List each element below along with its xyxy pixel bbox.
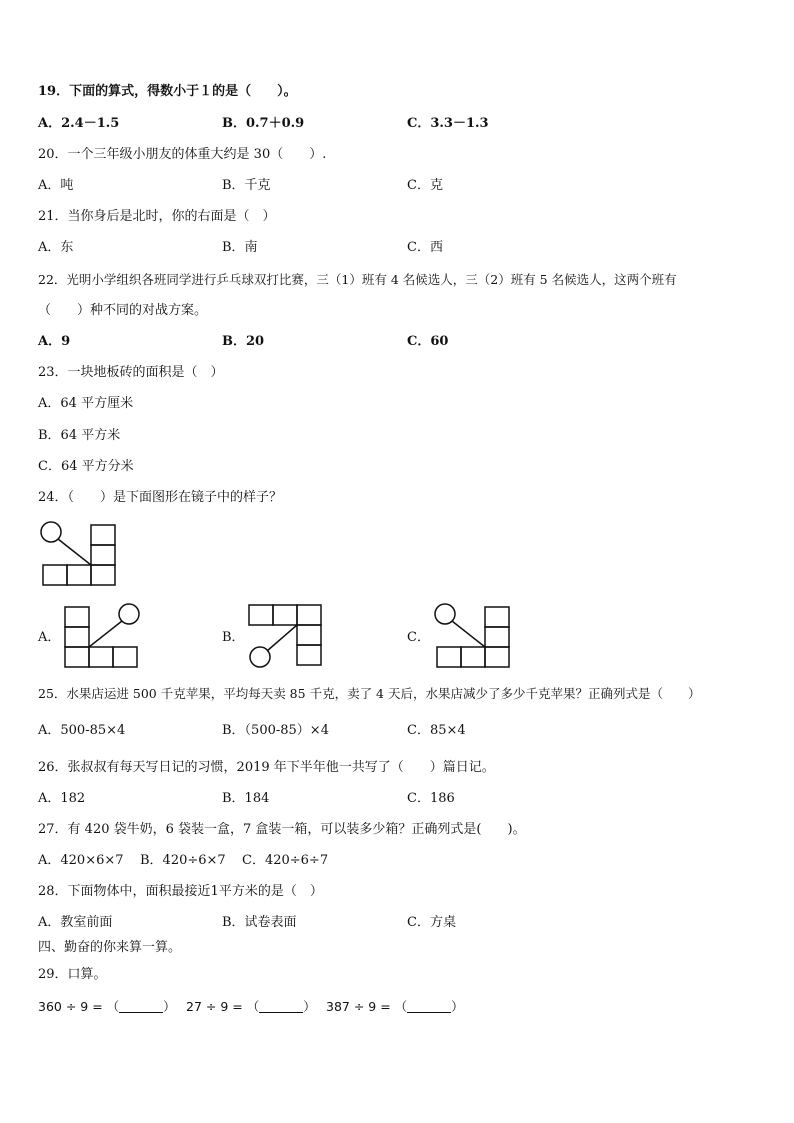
question-21-option-c[interactable]: C．西 xyxy=(407,240,443,255)
question-25-option-c[interactable]: C．85×4 xyxy=(407,723,466,738)
mental-calc-1-expression: 360 ÷ 9 = （ xyxy=(38,999,120,1014)
question-19-option-c[interactable]: C．3.3－1.3 xyxy=(407,116,489,131)
question-28-option-c[interactable]: C．方桌 xyxy=(407,915,456,930)
question-24-option-b-label[interactable]: B． xyxy=(222,630,245,645)
option-c-figure[interactable] xyxy=(426,600,516,668)
mental-calc-3-answer-blank[interactable] xyxy=(407,1000,451,1013)
mental-calc-3-close: ） xyxy=(451,999,464,1014)
question-25-option-a[interactable]: A．500-85×4 xyxy=(38,723,126,738)
mental-calc-2-expression: 27 ÷ 9 = （ xyxy=(186,999,260,1014)
question-27-option-a[interactable]: A．420×6×7 xyxy=(38,853,124,868)
mental-calc-2-close: ） xyxy=(303,999,316,1014)
question-27-option-b[interactable]: B．420÷6×7 xyxy=(140,853,226,868)
question-22-stem-line1: 22．光明小学组织各班同学进行乒乓球双打比赛，三（1）班有 4 名候选人，三（2）班有 5 名候选人，这两个班有 xyxy=(38,272,677,287)
question-25-option-b[interactable]: B．（500-85）×4 xyxy=(222,723,329,738)
mental-calc-3 xyxy=(326,999,464,1015)
option-a-figure[interactable] xyxy=(58,600,146,668)
question-26-option-b[interactable]: B．184 xyxy=(222,791,270,806)
question-20-option-c[interactable]: C．克 xyxy=(407,178,443,193)
question-29-stem: 29．口算。 xyxy=(38,967,107,982)
question-23-stem: 23．一块地板砖的面积是（ ） xyxy=(38,365,224,380)
mental-calc-3-expression: 387 ÷ 9 = （ xyxy=(326,999,408,1014)
question-19-option-b[interactable]: B．0.7＋0.9 xyxy=(222,116,305,131)
question-20-stem: 20．一个三年级小朋友的体重大约是 30（ ）. xyxy=(38,147,327,162)
question-19-stem: 19．下面的算式，得数小于１的是（ ）。 xyxy=(38,84,297,99)
question-26-stem: 26．张叔叔有每天写日记的习惯，2019 年下半年他一共写了（ ）篇日记。 xyxy=(38,760,495,775)
question-27-stem: 27．有 420 袋牛奶，6 袋装一盒，7 盒装一箱，可以装多少箱？正确列式是( )。 xyxy=(38,822,526,837)
question-24-stem: 24．（ ）是下面图形在镜子中的样子？ xyxy=(38,490,283,505)
section-4-heading: 四、勤奋的你来算一算。 xyxy=(38,940,182,955)
question-22-option-b[interactable]: B．20 xyxy=(222,334,265,349)
question-23-option-a[interactable]: A．64 平方厘米 xyxy=(38,396,134,411)
question-27-option-c[interactable]: C．420÷6÷7 xyxy=(242,853,329,868)
question-19-option-a[interactable]: A．2.4－1.5 xyxy=(38,116,120,131)
question-25-stem: 25．水果店运进 500 千克苹果，平均每天卖 85 千克，卖了 4 天后，水果店减少了多少千克苹果？正确列式是（ ） xyxy=(38,686,701,701)
mental-calc-1-close: ） xyxy=(163,999,176,1014)
question-22-option-a[interactable]: A．9 xyxy=(38,334,71,349)
original-figure xyxy=(36,518,122,586)
question-26-option-a[interactable]: A．182 xyxy=(38,791,86,806)
question-23-option-c[interactable]: C．64 平方分米 xyxy=(38,459,134,474)
question-21-stem: 21．当你身后是北时，你的右面是（ ） xyxy=(38,209,276,224)
question-21-option-a[interactable]: A．东 xyxy=(38,240,74,255)
question-24-option-a-label[interactable]: A． xyxy=(38,630,61,645)
question-20-option-a[interactable]: A．吨 xyxy=(38,178,74,193)
question-20-option-b[interactable]: B．千克 xyxy=(222,178,271,193)
option-b-figure[interactable] xyxy=(240,600,330,670)
mental-calc-1-answer-blank[interactable] xyxy=(119,1000,163,1013)
question-24-option-c-label[interactable]: C． xyxy=(407,630,430,645)
question-26-option-c[interactable]: C．186 xyxy=(407,791,455,806)
mental-calc-2-answer-blank[interactable] xyxy=(259,1000,303,1013)
question-22-stem-line2: （ ）种不同的对战方案。 xyxy=(38,303,208,318)
mental-calc-2 xyxy=(186,999,316,1015)
question-28-option-a[interactable]: A．教室前面 xyxy=(38,915,113,930)
question-21-option-b[interactable]: B．南 xyxy=(222,240,258,255)
question-28-stem: 28．下面物体中，面积最接近1平方米的是（ ） xyxy=(38,884,323,899)
mental-calc-1 xyxy=(38,999,176,1015)
question-23-option-b[interactable]: B．64 平方米 xyxy=(38,428,121,443)
question-22-option-c[interactable]: C．60 xyxy=(407,334,449,349)
question-28-option-b[interactable]: B．试卷表面 xyxy=(222,915,297,930)
